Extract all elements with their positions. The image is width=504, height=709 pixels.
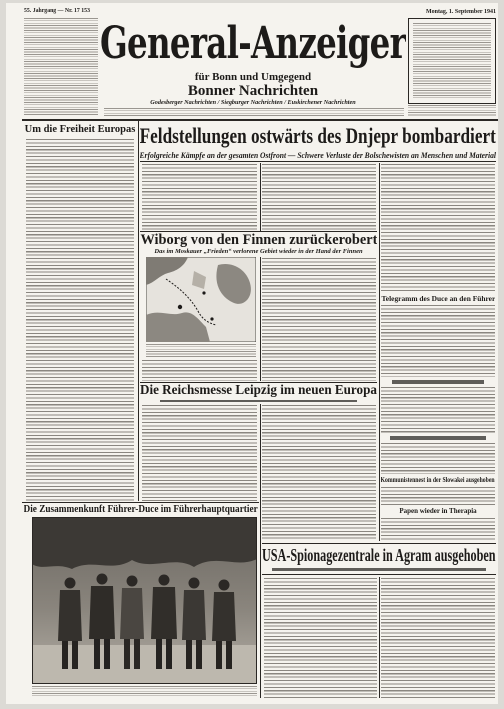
column-rule <box>260 404 261 698</box>
headline-rule <box>140 161 496 162</box>
subhead-vyborg <box>140 248 377 256</box>
article-body-vyborg-col2 <box>262 258 376 381</box>
subhead-vyborg-text: Das im Moskauer „Frieden“ verlorene Gebiet wieder in der Hand der Finnen <box>154 248 363 255</box>
date-line <box>404 7 496 16</box>
region-text: für Bonn und Umgegend <box>194 71 312 83</box>
brief-body-slovakia <box>381 487 495 505</box>
person-head <box>219 580 230 591</box>
subhead-espionage-illegible <box>272 568 486 571</box>
article-body-espionage-col2 <box>381 578 495 698</box>
person-head <box>159 575 170 586</box>
masthead-imprint <box>104 108 404 117</box>
person-coat <box>182 590 206 640</box>
editions-text: Godesberger Nachrichten / Siegburger Nachrichten / Euskirchener Nachrichten <box>150 99 356 106</box>
article-body-europe-freedom <box>26 139 134 501</box>
masthead-title <box>100 18 406 70</box>
photo-caption <box>32 686 257 696</box>
column-rule <box>138 121 139 501</box>
section-rule <box>140 382 377 383</box>
headline-meeting <box>24 504 258 516</box>
masthead-region <box>150 71 356 83</box>
headline-espionage-text: USA-Spionagezentrale in Agram ausgehoben <box>262 545 496 565</box>
column-rule <box>260 163 261 231</box>
person-head <box>65 578 76 589</box>
headline-meeting-text: Die Zusammenkunft Führer-Duce im Führerhauptquartier <box>24 504 258 515</box>
headline-leipzig-fair <box>140 384 377 398</box>
masthead-right-box-text <box>413 23 491 99</box>
masthead-editions <box>130 99 376 107</box>
map-karelian-isthmus <box>146 257 256 342</box>
subhead-dnieper-text: Erfolgreiche Kämpfe an der gesamten Ostfront — Schwere Verluste der Bolschewisten an Menschen und Material <box>140 150 496 160</box>
map-city-marker <box>210 317 213 320</box>
photo-trees <box>32 517 257 569</box>
masthead-left-notices <box>24 18 98 116</box>
headline-dnieper-text: Feldstellungen ostwärts des Dnjepr bombardiert <box>140 122 496 148</box>
section-rule <box>262 543 496 544</box>
newspaper-title: General-Anzeiger <box>100 18 406 69</box>
person-head <box>189 578 200 589</box>
article-body-dnieper-col2 <box>262 164 376 230</box>
headline-vyborg <box>140 233 377 248</box>
headline-espionage <box>262 545 496 565</box>
headline-leipzig-fair-text: Die Reichsmesse Leipzig im neuen Europa <box>140 384 377 398</box>
person-head <box>97 574 108 585</box>
map-caption <box>146 344 256 358</box>
person-coat <box>151 587 177 639</box>
article-body-dnieper-col3 <box>381 164 495 292</box>
person-coat <box>58 590 82 641</box>
headline-europe-freedom-text: Um die Freiheit Europas <box>24 124 136 135</box>
person-coat <box>120 588 144 639</box>
article-body-leipzig-col2 <box>262 405 376 541</box>
masthead-subtitle <box>150 83 356 99</box>
headline-europe-freedom <box>24 124 136 136</box>
article-body-leipzig-col1 <box>142 405 257 501</box>
column-rule <box>379 163 380 541</box>
brief-headline-papen <box>381 507 495 516</box>
subhead-dnieper <box>140 150 496 160</box>
section-rule <box>22 502 259 503</box>
subtitle-text: Bonner Nachrichten <box>187 83 319 99</box>
brief-headline-illegible <box>392 380 484 384</box>
headline-dnieper <box>140 122 496 149</box>
article-body-vyborg-col1 <box>142 360 257 381</box>
person-head <box>127 576 138 587</box>
photo-meeting <box>32 517 257 684</box>
brief-body-telegram <box>381 305 495 377</box>
map-city-marker <box>178 305 182 309</box>
subhead-leipzig-illegible <box>160 400 357 403</box>
brief-headline-telegram-text: Telegramm des Duce an den Führer <box>381 294 495 303</box>
headline-vyborg-text: Wiborg von den Finnen zurückerobert <box>140 233 377 248</box>
brief-headline-papen-text: Papen wieder in Therapia <box>399 507 477 515</box>
brief-headline-slovakia-text: Kommunistennest in der Slowakei ausgehoben <box>381 476 495 484</box>
brief-body <box>381 443 495 474</box>
issue-line <box>24 7 116 16</box>
column-rule <box>379 577 380 698</box>
person-coat <box>89 586 115 639</box>
masthead-right-notes <box>408 105 496 117</box>
issue-date: Montag, 1. September 1941 <box>425 8 496 15</box>
article-body-espionage-col1 <box>264 578 377 698</box>
masthead-rule <box>22 119 498 121</box>
section-rule <box>140 231 377 232</box>
map-city-marker <box>202 291 205 294</box>
person-coat <box>212 592 236 641</box>
section-rule <box>262 574 496 575</box>
brief-headline-telegram <box>381 294 495 303</box>
masthead-right-box <box>408 18 496 104</box>
brief-headline-slovakia <box>381 476 495 485</box>
brief-body <box>381 387 495 433</box>
issue-number: 55. Jahrgang — Nr. 17 153 <box>24 7 90 14</box>
column-rule <box>260 257 261 381</box>
brief-body-papen <box>381 518 495 541</box>
article-body-dnieper-col1 <box>142 164 257 230</box>
brief-headline-illegible <box>390 436 486 440</box>
